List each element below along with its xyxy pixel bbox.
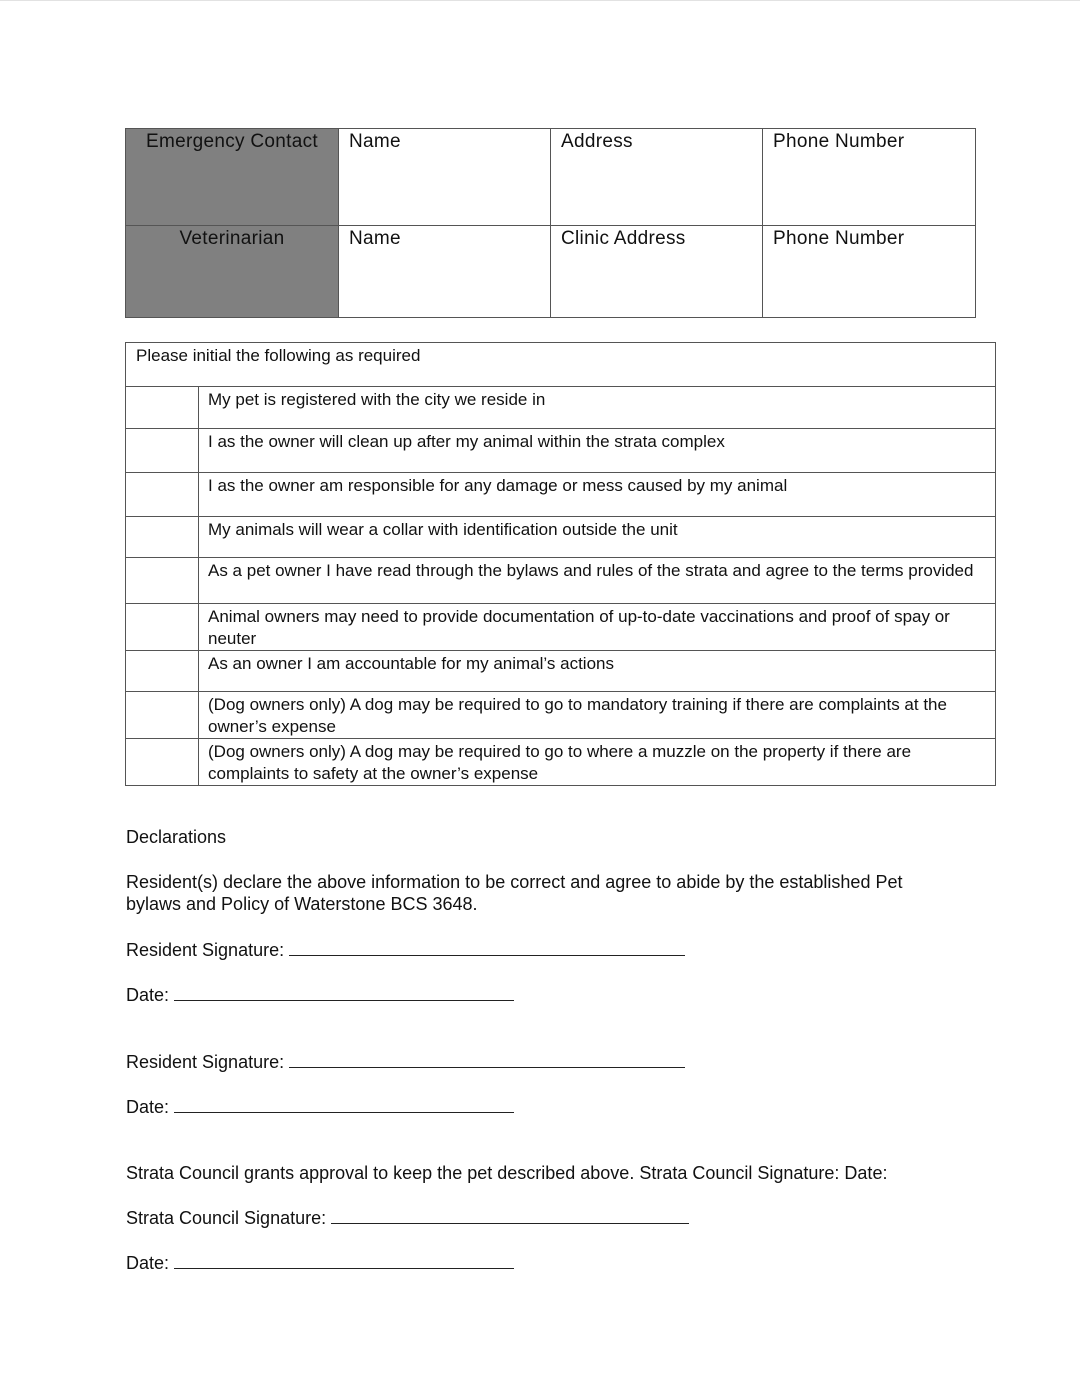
contact-table bbox=[125, 128, 976, 318]
initials-row bbox=[126, 517, 996, 558]
initials-box[interactable] bbox=[126, 517, 199, 558]
veterinarian-row bbox=[126, 226, 976, 318]
resident-signature-label: Resident Signature: bbox=[126, 1052, 285, 1072]
resident-signature-line[interactable] bbox=[289, 941, 685, 956]
date-line[interactable] bbox=[174, 1254, 514, 1269]
veterinarian-address-field[interactable]: Clinic Address bbox=[551, 226, 763, 318]
council-signature-label: Strata Council Signature: bbox=[126, 1208, 327, 1228]
initials-row bbox=[126, 739, 996, 786]
initials-item-text: I as the owner am responsible for any damage or mess caused by my animal bbox=[199, 473, 996, 517]
initials-box[interactable] bbox=[126, 739, 199, 786]
initials-row bbox=[126, 651, 996, 692]
initials-row bbox=[126, 429, 996, 473]
emergency-contact-label: Emergency Contact bbox=[126, 129, 339, 226]
emergency-contact-address-field[interactable]: Address bbox=[551, 129, 763, 226]
date-line[interactable] bbox=[174, 1098, 514, 1113]
initials-box[interactable] bbox=[126, 558, 199, 604]
emergency-contact-phone-field[interactable]: Phone Number bbox=[763, 129, 976, 226]
initials-table bbox=[125, 342, 996, 786]
resident-signature-1 bbox=[126, 939, 685, 961]
council-signature-line[interactable] bbox=[331, 1209, 689, 1224]
resident-date-1 bbox=[126, 984, 514, 1006]
council-statement: Strata Council grants approval to keep the pet described above. Strata Council Signature: Date: bbox=[126, 1163, 888, 1183]
date-label: Date: bbox=[126, 1253, 170, 1273]
date-label: Date: bbox=[126, 985, 170, 1005]
initials-item-text: As an owner I am accountable for my animal’s actions bbox=[199, 651, 996, 692]
initials-row bbox=[126, 473, 996, 517]
resident-date-2 bbox=[126, 1096, 514, 1118]
emergency-contact-row bbox=[126, 129, 976, 226]
emergency-contact-name-field[interactable]: Name bbox=[339, 129, 551, 226]
initials-box[interactable] bbox=[126, 387, 199, 429]
declarations-paragraph: Resident(s) declare the above information to be correct and agree to abide by the established Pet bylaws and Policy of Waterstone BCS 3648. bbox=[126, 872, 903, 914]
initials-box[interactable] bbox=[126, 473, 199, 517]
initials-header-row bbox=[126, 343, 996, 387]
initials-item-text: Animal owners may need to provide documentation of up-to-date vaccinations and proof of spay or neuter bbox=[199, 604, 996, 651]
veterinarian-name-field[interactable]: Name bbox=[339, 226, 551, 318]
initials-row bbox=[126, 387, 996, 429]
initials-item-text: I as the owner will clean up after my animal within the strata complex bbox=[199, 429, 996, 473]
initials-item-text: As a pet owner I have read through the bylaws and rules of the strata and agree to the terms provided bbox=[199, 558, 996, 604]
initials-box[interactable] bbox=[126, 604, 199, 651]
initials-item-text: (Dog owners only) A dog may be required to go to mandatory training if there are complaints at the owner’s expense bbox=[199, 692, 996, 739]
resident-signature-line[interactable] bbox=[289, 1053, 685, 1068]
date-label: Date: bbox=[126, 1097, 170, 1117]
resident-signature-2 bbox=[126, 1051, 685, 1073]
council-date bbox=[126, 1252, 514, 1274]
resident-signature-label: Resident Signature: bbox=[126, 940, 285, 960]
initials-item-text: My pet is registered with the city we reside in bbox=[199, 387, 996, 429]
initials-row bbox=[126, 604, 996, 651]
initials-box[interactable] bbox=[126, 692, 199, 739]
date-line[interactable] bbox=[174, 986, 514, 1001]
initials-row bbox=[126, 558, 996, 604]
initials-item-text: (Dog owners only) A dog may be required to go to where a muzzle on the property if there are complaints to safety at the owner’s expense bbox=[199, 739, 996, 786]
veterinarian-phone-field[interactable]: Phone Number bbox=[763, 226, 976, 318]
council-signature bbox=[126, 1207, 689, 1229]
initials-header: Please initial the following as required bbox=[126, 343, 996, 387]
initials-item-text: My animals will wear a collar with identification outside the unit bbox=[199, 517, 996, 558]
declarations-heading: Declarations bbox=[126, 827, 227, 847]
initials-row bbox=[126, 692, 996, 739]
initials-box[interactable] bbox=[126, 651, 199, 692]
initials-box[interactable] bbox=[126, 429, 199, 473]
veterinarian-label: Veterinarian bbox=[126, 226, 339, 318]
